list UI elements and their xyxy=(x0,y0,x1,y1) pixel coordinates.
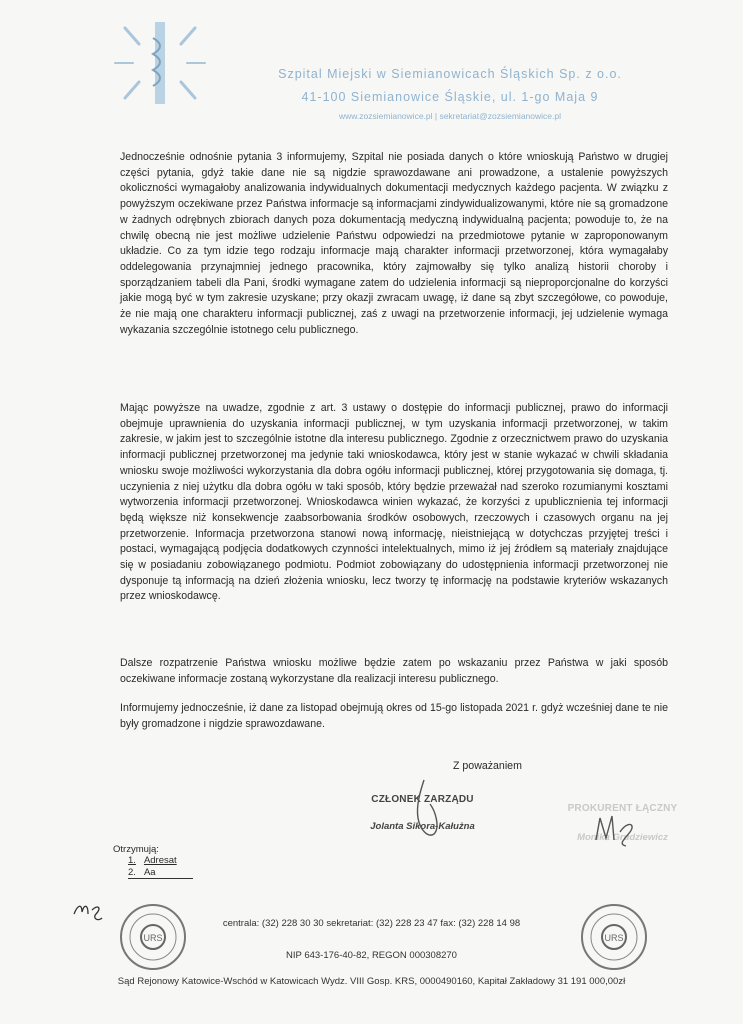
certification-seal-left-icon xyxy=(118,902,188,972)
list-item xyxy=(128,855,177,867)
recipient-number: 1. xyxy=(128,855,136,866)
divider xyxy=(128,878,193,879)
paragraph-2: Mając powyższe na uwadze, zgodnie z art. 3 ustawy o dostępie do informacji publicznej, prawo do informacji obejmuje uprawnienia do uzyskania informacji publicznej, w tym uzyskania informacji przetworzonej, w takim zakresie, w jakim jest to szczególnie istotne dla interesu publicznego. Zgodnie z orzecznictwem prawo do uzyskania informacji publicznej przetworzonej ma jedynie taki wnioskodawca, który jest w stanie wykazać w chwili składania wniosku swoje możliwości wykorzystania dla dobra ogółu informacji publicznej, której przygotowania się domaga, tj. uczynienia z niej użytku dla dobra ogółu w taki sposób, który będzie przeważał nad szeroko rozumianymi kosztami wytworzenia informacji przetworzonej. Wnioskodawca winien wykazać, że korzyści z upublicznienia tej informacji będą większe niż konsekwencje zaabsorbowania środków osobowych, rzeczowych i czasowych organu na jej przetworzenie. Informacja przetworzona stanowi nową informację, nieistniejącą w dotychczas przyjętej treści i postaci, wymagającą podjęcia dodatkowych czynności intelektualnych, mimo iż jej źródłem są materiały znajdujące się w posiadaniu zobowiązanego podmiotu. Podmiot zobowiązany do udostępnienia informacji przetworzonej nie dysponuje tą informacją na dzień złożenia wniosku, lecz tworzy tę informację na podstawie kryteriów wskazanych przez wnioskodawcę. xyxy=(120,402,668,603)
paragraph-4: Informujemy jednocześnie, iż dane za listopad obejmują okres od 15-go listopada 2021 r. gdyż wcześniej dane te nie były gromadzone i nigdzie sprawozdawane. xyxy=(120,702,668,730)
recipients-label: Otrzymują: xyxy=(113,844,159,855)
handwritten-signature-right-icon xyxy=(592,810,640,852)
footer-phones: centrala: (32) 228 30 30 sekretariat: (32) 228 23 47 fax: (32) 228 14 98 xyxy=(222,918,521,929)
closing-phrase: Z poważaniem xyxy=(453,760,522,772)
svg-text:URS: URS xyxy=(604,933,624,943)
recipient-name: Aa xyxy=(143,867,156,878)
signature-name: Jolanta Sikora-Kałużna xyxy=(370,821,475,832)
svg-text:URS: URS xyxy=(143,933,163,943)
paragraph-1: Jednocześnie odnośnie pytania 3 informujemy, Szpital nie posiada danych o które wnioskują Państwo w drugiej części pytania, gdyż takie dane nie są nigdzie sprawozdawane ani prowadzone, a ustalenie powyższych okoliczności wymagałoby analizowania indywidualnych dokumentacji medycznych każdego pacjenta. W związku z powyższym oczekiwane przez Państwa informacje są informacjami zindywidualizowanymi, które nie są gromadzone w żadnych odrębnych zbiorach danych poza dokumentacją medyczną indywidualną pacjenta; powoduje to, że na chwilę obecną nie jest możliwe udzielenie Państwu odpowiedzi na przedmiotowe pytanie w zaproponowanym układzie. Co za tym idzie tego rodzaju informacje mają charakter informacji przetworzonej, która wymagałaby oddelegowania przynajmniej jednego pracownika, który zajmowałby się tylko analizą historii choroby i sporządzaniem tabeli dla Pani, środki wymagane zatem do udzielenia informacji są nieproporcjonalne do korzyści jakie mogą być w tym zakresie uzyskane; przy okazji zwracam uwagę, iż dane są zbyt szczegółowe, co powoduje, że nie mają one charakteru informacji publicznej, zaś z uwagi na przetworzenie informacji, jej udzielenie wymaga wykazania szczególnie istotnego celu publicznego. xyxy=(120,151,668,336)
certification-seal-right-icon xyxy=(579,902,649,972)
hospital-name: Szpital Miejski w Siemianowicach Śląskich Sp. z o.o. xyxy=(278,67,622,81)
handwritten-signature-left-icon xyxy=(400,778,450,844)
hospital-logo-icon xyxy=(105,18,215,108)
hospital-address: 41-100 Siemianowice Śląskie, ul. 1-go Maja 9 xyxy=(301,90,599,104)
recipient-name: Adresat xyxy=(143,855,177,866)
paragraph-3: Dalsze rozpatrzenie Państwa wniosku możliwe będzie zatem po wskazaniu przez Państwa w jaki sposób oczekiwane informacje zostaną wykorzystane dla realizacji interesu publicznego. xyxy=(120,657,668,685)
signature-title: CZŁONEK ZARZĄDU xyxy=(371,794,474,805)
footer-ids: NIP 643-176-40-82, REGON 000308270 xyxy=(286,950,457,961)
hospital-contacts: www.zozsiemianowice.pl | sekretariat@zozsiemianowice.pl xyxy=(338,111,561,121)
recipients-list xyxy=(128,855,177,879)
footer-court: Sąd Rejonowy Katowice-Wschód w Katowicach Wydz. VIII Gosp. KRS, 0000490160, Kapitał Zakładowy 31 191 000,00zł xyxy=(117,976,626,987)
signature-name: Monika Grudziewicz xyxy=(577,832,668,843)
signature-title: PROKURENT ŁĄCZNY xyxy=(567,803,678,814)
recipient-number: 2. xyxy=(128,867,136,878)
